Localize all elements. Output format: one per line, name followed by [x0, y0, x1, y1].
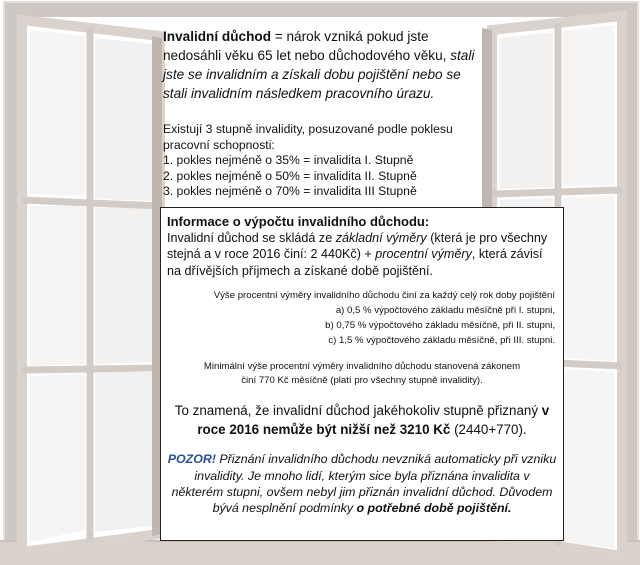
warning-bold: o potřebné době pojištění.: [356, 501, 512, 516]
invalidity-levels: [163, 122, 493, 200]
info-body-text-3: , která závisí na dřívějších příjmech a získané době pojištění.: [167, 247, 543, 278]
intro-definition-italic: stali jste se invalidním a získali dobu pojištění nebo se stali invalidním následkem pracovního úrazu.: [163, 48, 475, 101]
left-sash: [22, 20, 162, 552]
info-body-italic-2: procentní výměry: [375, 247, 472, 262]
rate-item-a: a) 0,5 % výpočtového základu měsíčně při I. stupni,: [335, 305, 555, 317]
warning-note: [167, 451, 557, 516]
conclusion-text-1: To znamená, že invalidní důchod jakéhokoliv stupně přiznaný: [174, 403, 542, 419]
warning-label: POZOR!: [167, 452, 216, 467]
level-item-3: 3. pokles nejméně o 70% = invalidita III Stupně: [163, 184, 417, 198]
info-title: Informace o výpočtu invalidního důchodu:: [167, 214, 430, 229]
levels-intro-line-1: Existují 3 stupně invalidity, posuzované podle poklesu: [163, 122, 453, 136]
info-body-text-2: (která je pro všechny stejná a v roce 2016 činí: 2 440Kč) +: [167, 231, 548, 262]
conclusion-bold: v roce 2016 nemůže být nižší než 3210 Kč: [197, 403, 550, 437]
rate-item-b: b) 0,75 % výpočtového základu měsíčně, při II. stupni,: [325, 319, 555, 331]
level-item-2: 2. pokles nejméně o 50% = invalidita II. Stupně: [163, 168, 417, 183]
conclusion: [167, 402, 557, 439]
intro-definition: [163, 27, 481, 103]
rate-heading: Výše procentní výměry invalidního důchodu činí za každý celý rok doby pojištění: [213, 290, 555, 302]
minimum-note-line-1: Minimální výše procentní výměry invalidního důchodu stanovená zákonem: [203, 361, 521, 373]
rate-item-c: c) 1,5 % výpočtového základu měsíčně, při III. stupni.: [328, 334, 555, 346]
levels-intro-line-2: pracovní schopnosti:: [163, 137, 275, 152]
warning-text: Přiznání invalidního důchodu nevzniká automaticky při vzniku invalidity. Je mnoho lidí, kterým sice byla přiznána invalidita v některém stupni, ovšem nebyl jim přiznán invalidní důchod. Důvodem bývá nesplnění podmínky: [171, 452, 557, 516]
minimum-note-line-2: činí 770 Kč měsíčně (platí pro všechny stupně invalidity).: [241, 375, 483, 387]
intro-title: Invalidní důchod: [163, 29, 271, 44]
intro-definition-text: = nárok vzniká pokud jste nedosáhli věku 65 let nebo důchodového věku,: [163, 29, 451, 63]
calculation-info-box: [160, 207, 564, 541]
info-body: [167, 230, 557, 279]
info-body-text-1: Invalidní důchod se skládá ze: [167, 231, 336, 245]
minimum-note: [167, 360, 557, 388]
level-item-1: 1. pokles nejméně o 35% = invalidita I. Stupně: [163, 153, 414, 167]
rate-block: [167, 289, 557, 348]
conclusion-text-2: (2440+770).: [450, 421, 527, 437]
info-body-italic-1: základní výměry: [335, 231, 427, 245]
